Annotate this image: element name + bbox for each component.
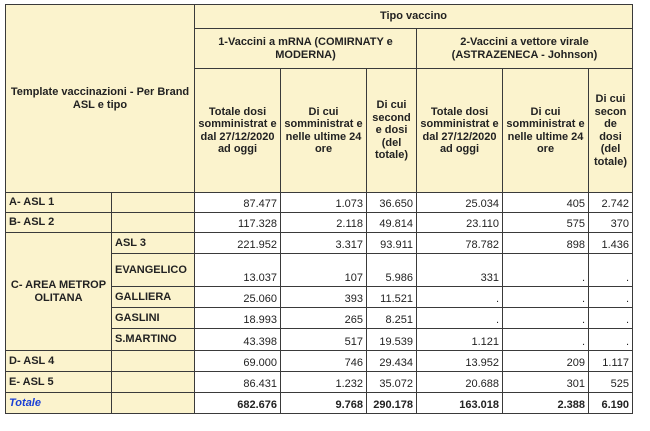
- cell-value: 209: [503, 351, 589, 372]
- row-sublabel-empty: [112, 372, 195, 393]
- col-seconde-dosi-mrna: Di cui second e dosi (del totale): [367, 69, 417, 193]
- cell-value: 301: [503, 372, 589, 393]
- cell-value: .: [503, 287, 589, 308]
- total-value: 163.018: [417, 393, 503, 414]
- table-row: [6, 351, 633, 372]
- cell-value: 11.521: [367, 287, 417, 308]
- cell-value: 25.034: [417, 193, 503, 213]
- cell-value: .: [417, 308, 503, 329]
- cell-value: 1.436: [589, 233, 633, 254]
- row-sublabel: GALLIERA: [112, 287, 195, 308]
- cell-value: 29.434: [367, 351, 417, 372]
- cell-value: .: [589, 287, 633, 308]
- col-ultime-24-ore-mrna: Di cui somministrat e nelle ultime 24 ore: [281, 69, 367, 193]
- cell-value: .: [589, 329, 633, 351]
- cell-value: 19.539: [367, 329, 417, 351]
- cell-value: 35.072: [367, 372, 417, 393]
- table-row: [6, 233, 633, 254]
- cell-value: 1.073: [281, 193, 367, 213]
- row-sublabel-empty: [112, 213, 195, 233]
- cell-value: 117.328: [195, 213, 281, 233]
- col-seconde-dosi-vettore: Di cui secon de dosi (del totale): [589, 69, 633, 193]
- total-row: [6, 393, 633, 414]
- cell-value: 331: [417, 254, 503, 287]
- table-row: [6, 193, 633, 213]
- cell-value: 517: [281, 329, 367, 351]
- row-sublabel: EVANGELICO: [112, 254, 195, 287]
- mrna-group-header: 1-Vaccini a mRNA (COMIRNATY e MODERNA): [195, 29, 417, 69]
- cell-value: 20.688: [417, 372, 503, 393]
- total-label: Totale: [6, 393, 112, 414]
- row-sublabel-empty: [112, 351, 195, 372]
- cell-value: 3.317: [281, 233, 367, 254]
- cell-value: 107: [281, 254, 367, 287]
- cell-value: 13.037: [195, 254, 281, 287]
- cell-value: 86.431: [195, 372, 281, 393]
- corner-header: Template vaccinazioni - Per Brand ASL e tipo: [6, 5, 195, 193]
- area-metropolitana-label: C- AREA METROPOLITANA: [6, 233, 112, 351]
- cell-value: 87.477: [195, 193, 281, 213]
- cell-value: 1.117: [589, 351, 633, 372]
- cell-value: 2.118: [281, 213, 367, 233]
- row-label: A- ASL 1: [6, 193, 112, 213]
- cell-value: 746: [281, 351, 367, 372]
- total-value: 9.768: [281, 393, 367, 414]
- tipo-vaccino-header: Tipo vaccino: [195, 5, 633, 29]
- cell-value: .: [503, 308, 589, 329]
- vettore-group-header: 2-Vaccini a vettore virale (ASTRAZENECA - Johnson): [417, 29, 633, 69]
- cell-value: 405: [503, 193, 589, 213]
- table-row: [6, 213, 633, 233]
- cell-value: .: [503, 329, 589, 351]
- cell-value: 43.398: [195, 329, 281, 351]
- col-totale-dosi-mrna: Totale dosi somministrat e dal 27/12/2020 ad oggi: [195, 69, 281, 193]
- total-value: 6.190: [589, 393, 633, 414]
- cell-value: 8.251: [367, 308, 417, 329]
- cell-value: .: [589, 308, 633, 329]
- row-sublabel: ASL 3: [112, 233, 195, 254]
- cell-value: 393: [281, 287, 367, 308]
- cell-value: 25.060: [195, 287, 281, 308]
- row-label: B- ASL 2: [6, 213, 112, 233]
- cell-value: .: [503, 254, 589, 287]
- cell-value: 69.000: [195, 351, 281, 372]
- total-value: 290.178: [367, 393, 417, 414]
- row-sublabel-empty: [112, 193, 195, 213]
- cell-value: 49.814: [367, 213, 417, 233]
- cell-value: 898: [503, 233, 589, 254]
- total-value: 2.388: [503, 393, 589, 414]
- cell-value: 575: [503, 213, 589, 233]
- cell-value: .: [589, 254, 633, 287]
- row-sublabel-empty: [112, 393, 195, 414]
- cell-value: 265: [281, 308, 367, 329]
- cell-value: 78.782: [417, 233, 503, 254]
- row-sublabel: GASLINI: [112, 308, 195, 329]
- total-value: 682.676: [195, 393, 281, 414]
- cell-value: 1.121: [417, 329, 503, 351]
- cell-value: 93.911: [367, 233, 417, 254]
- row-label: D- ASL 4: [6, 351, 112, 372]
- vaccination-table: [5, 4, 633, 414]
- cell-value: 525: [589, 372, 633, 393]
- row-label: E- ASL 5: [6, 372, 112, 393]
- cell-value: 36.650: [367, 193, 417, 213]
- cell-value: 1.232: [281, 372, 367, 393]
- col-ultime-24-ore-vettore: Di cui somministrat e nelle ultime 24 ore: [503, 69, 589, 193]
- cell-value: 5.986: [367, 254, 417, 287]
- col-totale-dosi-vettore: Totale dosi somministrat e dal 27/12/2020 ad oggi: [417, 69, 503, 193]
- cell-value: 18.993: [195, 308, 281, 329]
- cell-value: 221.952: [195, 233, 281, 254]
- cell-value: 2.742: [589, 193, 633, 213]
- cell-value: 370: [589, 213, 633, 233]
- cell-value: 23.110: [417, 213, 503, 233]
- cell-value: .: [417, 287, 503, 308]
- table-row: [6, 372, 633, 393]
- row-sublabel: S.MARTINO: [112, 329, 195, 351]
- cell-value: 13.952: [417, 351, 503, 372]
